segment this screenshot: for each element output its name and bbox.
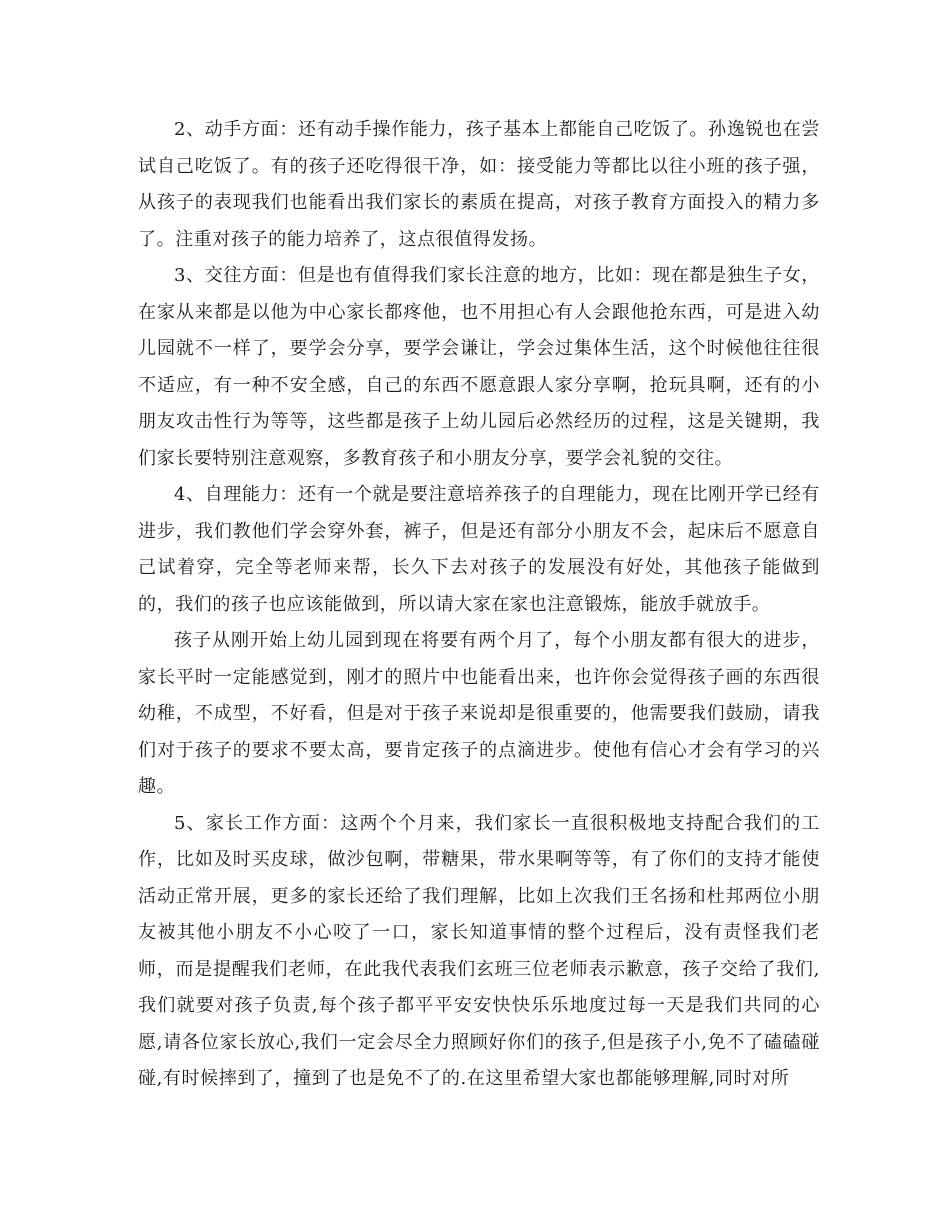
paragraph-self-care-ability: 4、自理能力：还有一个就是要注意培养孩子的自理能力，现在比刚开学已经有进步，我们教他们学会穿外套，裤子，但是还有部分小朋友不会，起床后不愿意自己试着穿，完全等老师来帮，长久下去对孩子的发展没有好处，其他孩子能做到的，我们的孩子也应该能做到，所以请大家在家也注意锻炼，能放手就放手。 [138, 484, 820, 615]
paragraph-hands-on-skills: 2、动手方面：还有动手操作能力，孩子基本上都能自己吃饭了。孙逸锐也在尝试自己吃饭了。有的孩子还吃得很干净，如：接受能力等都比以往小班的孩子强，从孩子的表现我们也能看出我们家长的素质在提高，对孩子教育方面投入的精力多了。注重对孩子的能力培养了，这点很值得发扬。 [138, 119, 820, 250]
document-body [138, 112, 820, 1098]
paragraph-social-interaction: 3、交往方面：但是也有值得我们家长注意的地方，比如：现在都是独生子女，在家从来都是以他为中心家长都疼他，也不用担心有人会跟他抢东西，可是进入幼儿园就不一样了，要学会分享，要学会谦让，学会过集体生活，这个时候他往往很不适应，有一种不安全感，自己的东西不愿意跟人家分享啊，抢玩具啊，还有的小朋友攻击性行为等等，这些都是孩子上幼儿园后必然经历的过程，这是关键期，我们家长要特别注意观察，多教育孩子和小朋友分享，要学会礼貌的交往。 [138, 265, 820, 469]
paragraph-parent-work: 5、家长工作方面：这两个个月来，我们家长一直很积极地支持配合我们的工作，比如及时买皮球，做沙包啊，带糖果，带水果啊等等，有了你们的支持才能使活动正常开展，更多的家长还给了我们理解，比如上次我们王名扬和杜邦两位小朋友被其他小朋友不小心咬了一口，家长知道事情的整个过程后，没有责怪我们老师，而是提醒我们老师，在此我代表我们玄班三位老师表示歉意，孩子交给了我们,我们就要对孩子负责,每个孩子都平平安安快快乐乐地度过每一天是我们共同的心愿,请各位家长放心,我们一定会尽全力照顾好你们的孩子,但是孩子小,免不了磕磕碰碰,有时候摔到了，撞到了也是免不了的.在这里希望大家也都能够理解,同时对所 [138, 812, 820, 1089]
paragraph-children-progress: 孩子从刚开始上幼儿园到现在将要有两个月了，每个小朋友都有很大的进步，家长平时一定能感觉到，刚才的照片中也能看出来，也许你会觉得孩子画的东西很幼稚，不成型，不好看，但是对于孩子来说却是很重要的，他需要我们鼓励，请我们对于孩子的要求不要太高，要肯定孩子的点滴进步。使他有信心才会有学习的兴趣。 [138, 630, 820, 797]
